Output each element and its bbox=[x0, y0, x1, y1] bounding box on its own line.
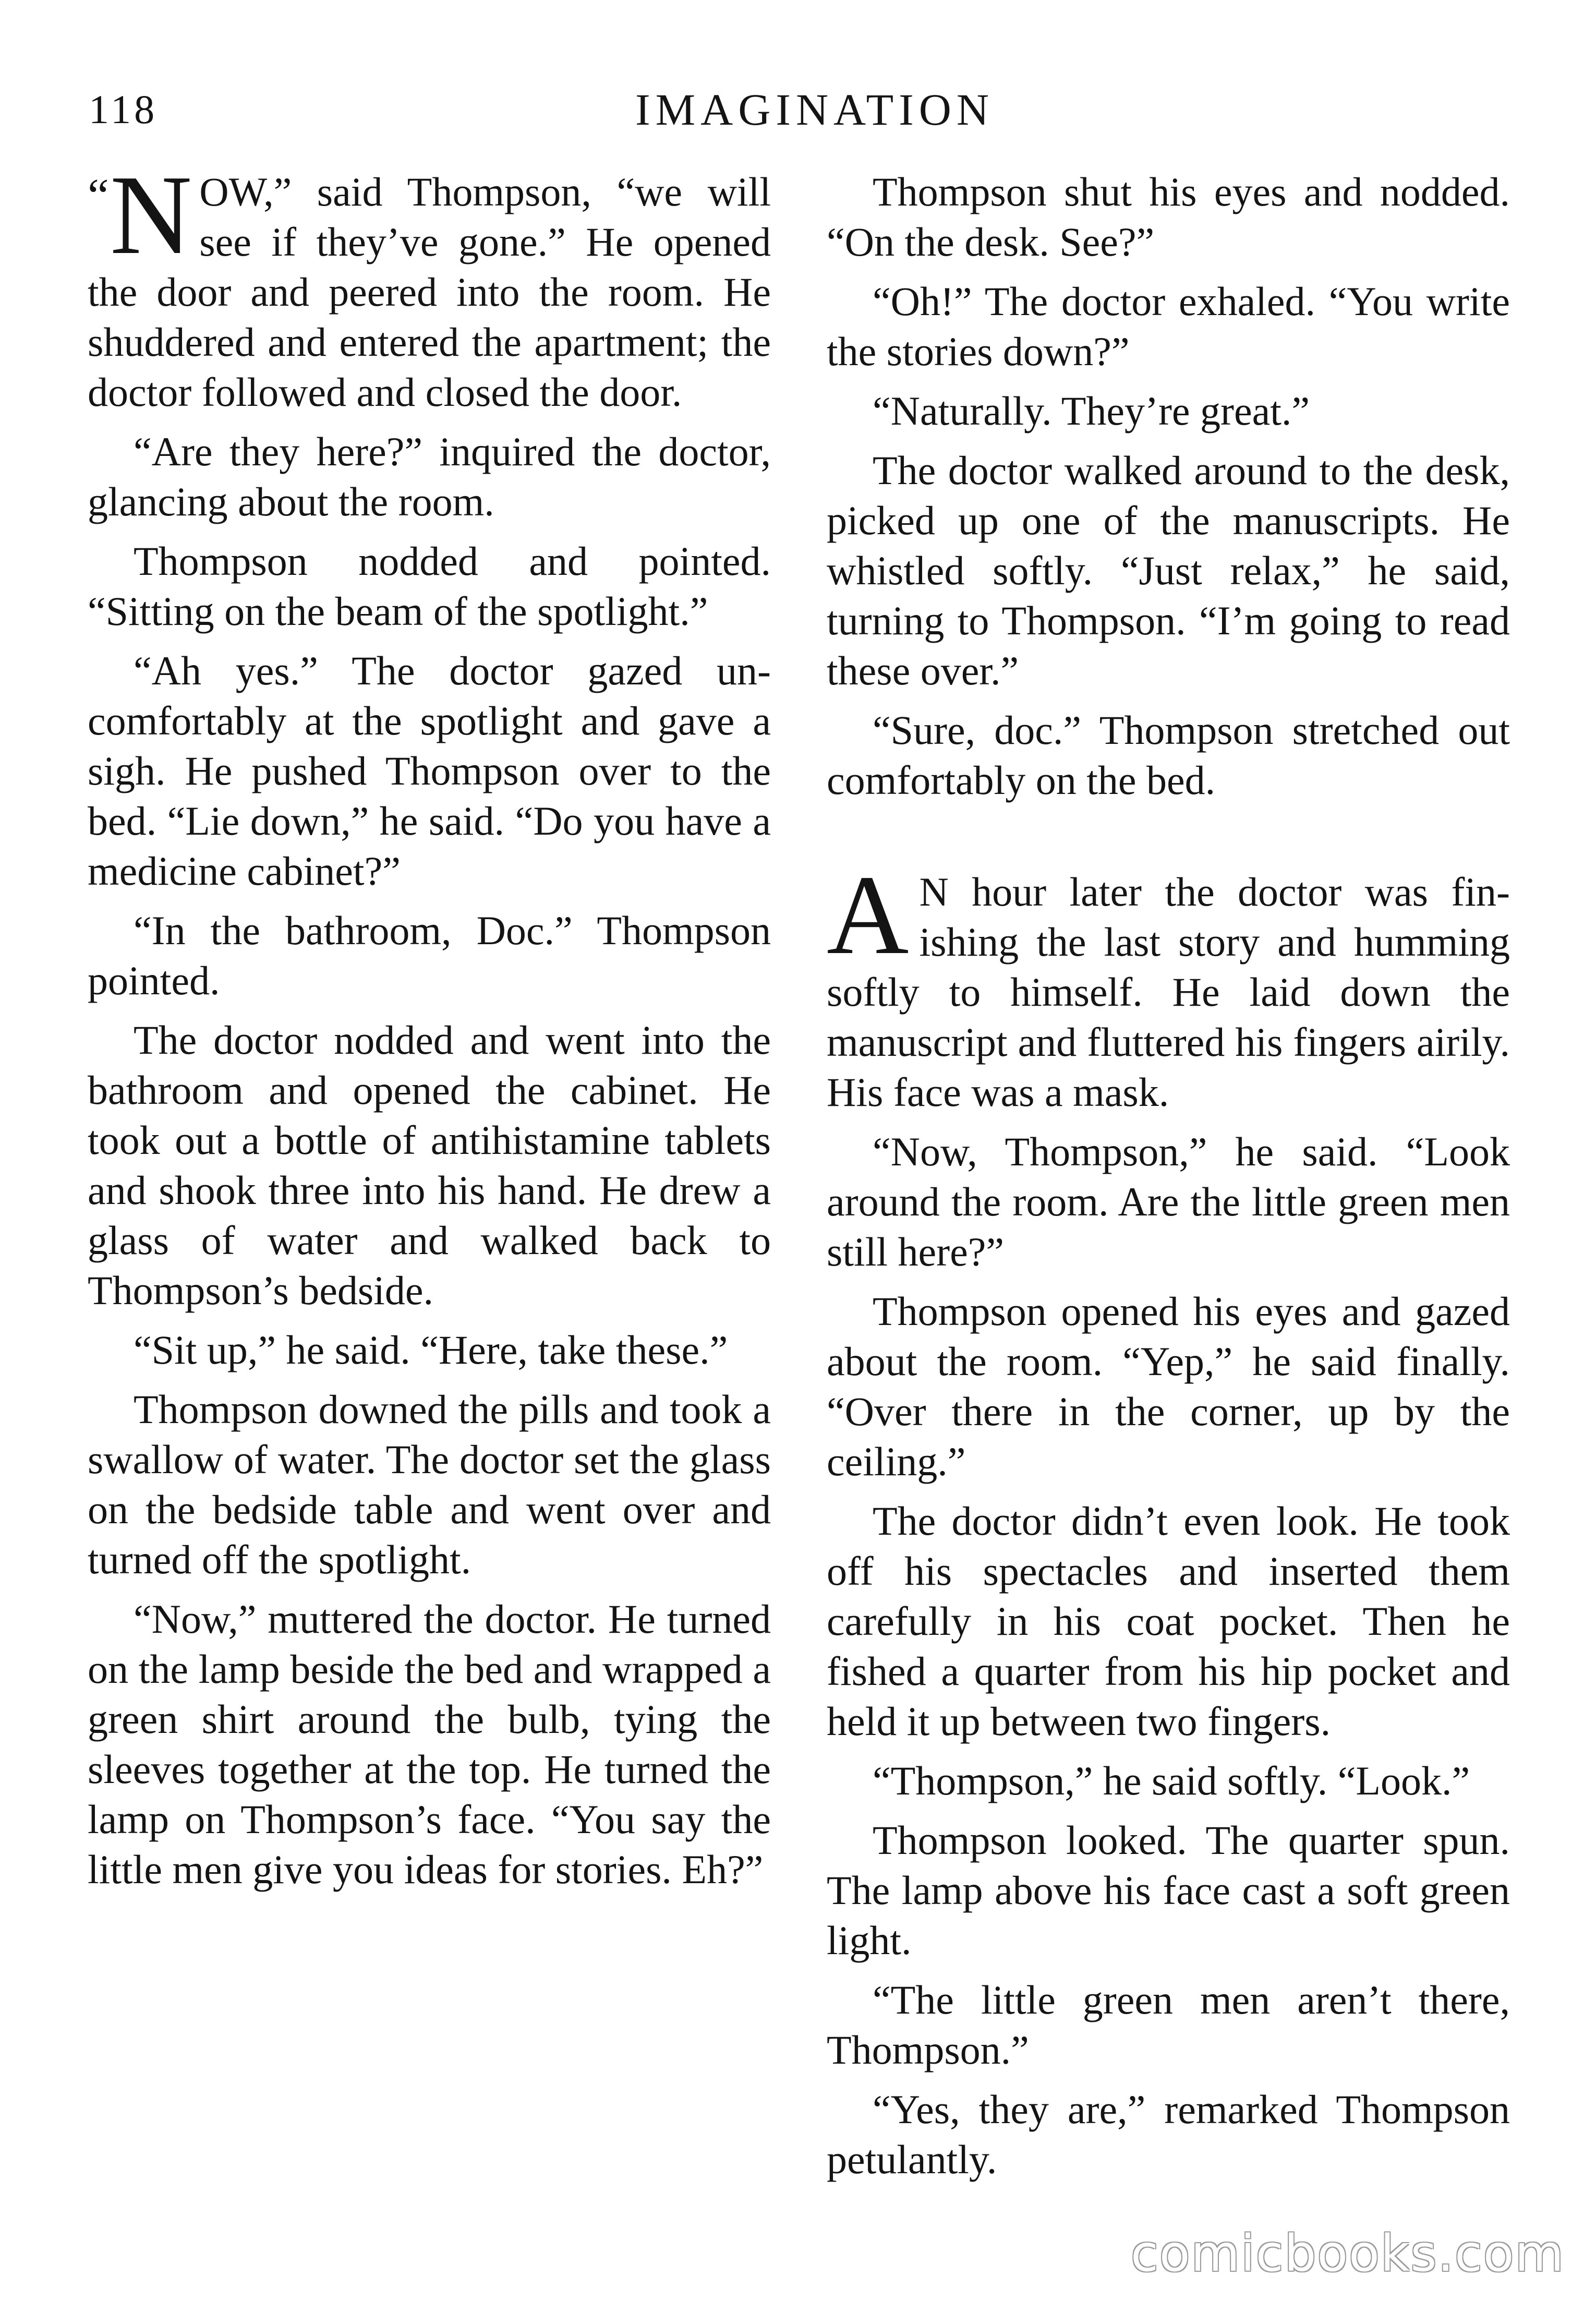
page-header bbox=[0, 78, 1596, 141]
left-column bbox=[88, 152, 771, 1895]
page-number: 118 bbox=[89, 87, 158, 132]
running-head: IMAGINATION bbox=[635, 85, 995, 135]
section-opening-paragraph bbox=[827, 852, 1510, 1117]
paragraph: “Now, Thompson,” he said. “Look around the room. Are the little green men still here?” bbox=[827, 1129, 1510, 1274]
paragraph: The doctor walked around to the desk, picked up one of the manuscripts. He whistled softly. “Just relax,” he said, turning to Thompson. “I’m going to read these over.” bbox=[827, 448, 1510, 693]
paragraph: “Ah yes.” The doctor gazed uncomfortably at the spotlight and gave a sigh. He pushed Thompson over to the bed. “Lie down,” he said. “Do you have a medicine cabinet?” bbox=[88, 648, 771, 894]
paragraph: “Now,” muttered the doctor. He turned on the lamp beside the bed and wrapped a green shirt around the bulb, tying the sleeves together at the top. He turned the lamp on Thompson’s face. “You say the little men give you ideas for stories. Eh?” bbox=[88, 1596, 771, 1892]
drop-cap: A bbox=[827, 852, 909, 978]
paragraph: “Sit up,” he said. “Here, take these.” bbox=[134, 1327, 728, 1372]
drop-cap: N bbox=[110, 152, 192, 278]
paragraph: Thompson downed the pills and took a swallow of water. The doctor set the glass on the bedside table and went over and turned off the spotlight. bbox=[88, 1387, 771, 1582]
paragraph: Thompson shut his eyes and nodded. “On the desk. See?” bbox=[827, 169, 1510, 264]
right-column bbox=[827, 167, 1510, 2185]
paragraph: “Thompson,” he said softly. “Look.” bbox=[873, 1758, 1470, 1803]
paragraph: “Sure, doc.” Thompson stretched out comfortably on the bed. bbox=[827, 707, 1510, 803]
paragraph: Thompson opened his eyes and gazed about the room. “Yep,” he said finally. “Over there in the corner, up by the ceiling.” bbox=[827, 1288, 1510, 1484]
paragraph: Thompson nodded and pointed. “Sitting on the beam of the spotlight.” bbox=[88, 538, 771, 634]
paragraph: “The little green men aren’t there, Thompson.” bbox=[827, 1977, 1510, 2073]
opening-text: OW,” said Thompson, “we will see if they’ve gone.” He opened the door and peered into the room. He shuddered and entered the apartment; the doctor followed and closed the door. bbox=[88, 169, 771, 415]
paragraph: “Yes, they are,” remarked Thompson petulantly. bbox=[827, 2087, 1510, 2182]
paragraph: Thompson looked. The quarter spun. The lamp above his face cast a soft green light. bbox=[827, 1817, 1510, 1963]
paragraph: The doctor nodded and went into the bathroom and opened the cabinet. He took out a bottle of antihistamine tablets and shook three into his hand. He drew a glass of water and walked back to Thompson’s bedside. bbox=[88, 1017, 771, 1313]
opening-paragraph bbox=[88, 152, 771, 417]
opening-quote-mark: “ bbox=[88, 169, 109, 222]
paragraph: “Are they here?” inquired the doctor, glancing about the room. bbox=[88, 429, 771, 524]
paragraph: “Naturally. They’re great.” bbox=[873, 388, 1310, 433]
watermark: comicbooks.com bbox=[1130, 2224, 1565, 2283]
paragraph: “In the bathroom, Doc.” Thompson pointed. bbox=[88, 908, 771, 1003]
paragraph: The doctor didn’t even look. He took off his spectacles and inserted them carefully in his coat pocket. Then he fished a quarter from his hip pocket and held it up between two fingers. bbox=[827, 1498, 1510, 1744]
section-opening-text: N hour later the doctor was finishing the last story and humming softly to himself. He laid down the manuscript and fluttered his fingers airily. His face was a mask. bbox=[827, 869, 1510, 1115]
paragraph: “Oh!” The doctor exhaled. “You write the stories down?” bbox=[827, 279, 1510, 374]
